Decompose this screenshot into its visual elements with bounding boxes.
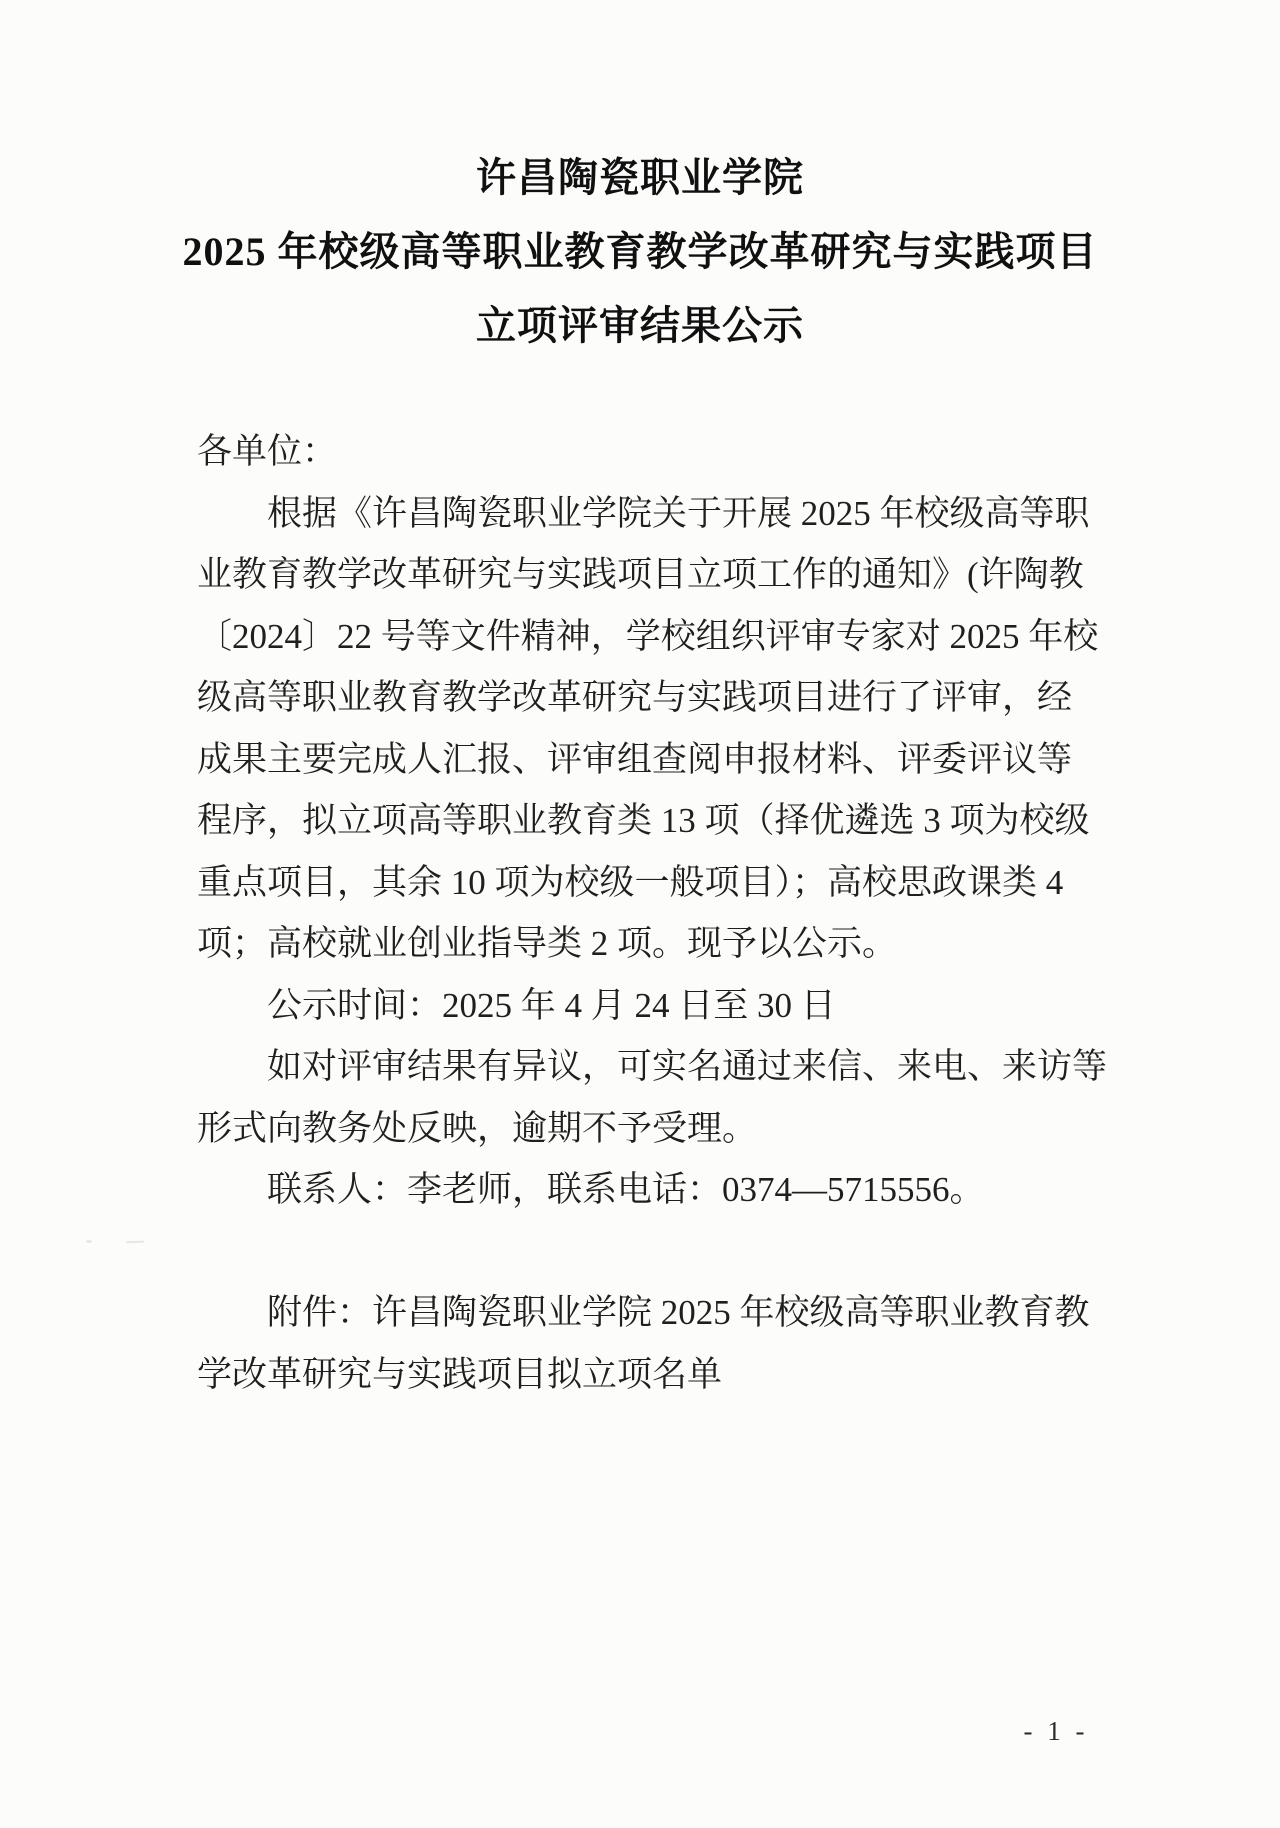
body-line: 程序，拟立项高等职业教育类 13 项（择优遴选 3 项为校级 (197, 801, 1090, 840)
contact-line: 联系人：李老师，联系电话：0374—5715556。 (267, 1170, 985, 1209)
body-line: 成果主要完成人汇报、评审组查阅申报材料、评委评议等 (197, 739, 1073, 779)
body-line: 〔2024〕22 号等文件精神，学校组织评审专家对 2025 年校 (197, 616, 1099, 656)
body-line: 重点项目，其余 10 项为校级一般项目）；高校思政课类 4 (197, 862, 1064, 902)
page-number: - 1 - (1023, 1716, 1089, 1746)
attachment-line: 附件：许昌陶瓷职业学院 2025 年校级高等职业教育教 (267, 1293, 1090, 1332)
body-line: 根据《许昌陶瓷职业学院关于开展 2025 年校级高等职 (267, 493, 1090, 533)
body-line: 项；高校就业创业指导类 2 项。现予以公示。 (197, 924, 898, 963)
body-line: 业教育教学改革研究与实践项目立项工作的通知》(许陶教 (197, 555, 1084, 594)
objection-line-2: 形式向教务处反映，逾期不予受理。 (197, 1108, 758, 1148)
document-title (0, 141, 1280, 363)
document-body (197, 421, 1108, 1405)
blank-line (197, 1221, 1070, 1283)
body-line: 级高等职业教育教学改革研究与实践项目进行了评审，经 (197, 678, 1073, 717)
attachment-line-2: 学改革研究与实践项目拟立项名单 (197, 1354, 723, 1394)
publicity-period-line: 公示时间：2025 年 4 月 24 日至 30 日 (267, 985, 836, 1025)
objection-line: 如对评审结果有异议，可实名通过来信、来电、来访等 (267, 1047, 1108, 1086)
title-line-result: 立项评审结果公示 (476, 303, 804, 348)
salutation-line: 各单位： (197, 432, 338, 471)
title-line-institution: 许昌陶瓷职业学院 (476, 155, 804, 200)
scan-smudge (86, 1238, 144, 1244)
title-line-project: 2025 年校级高等职业教育教学改革研究与实践项目 (182, 229, 1098, 274)
